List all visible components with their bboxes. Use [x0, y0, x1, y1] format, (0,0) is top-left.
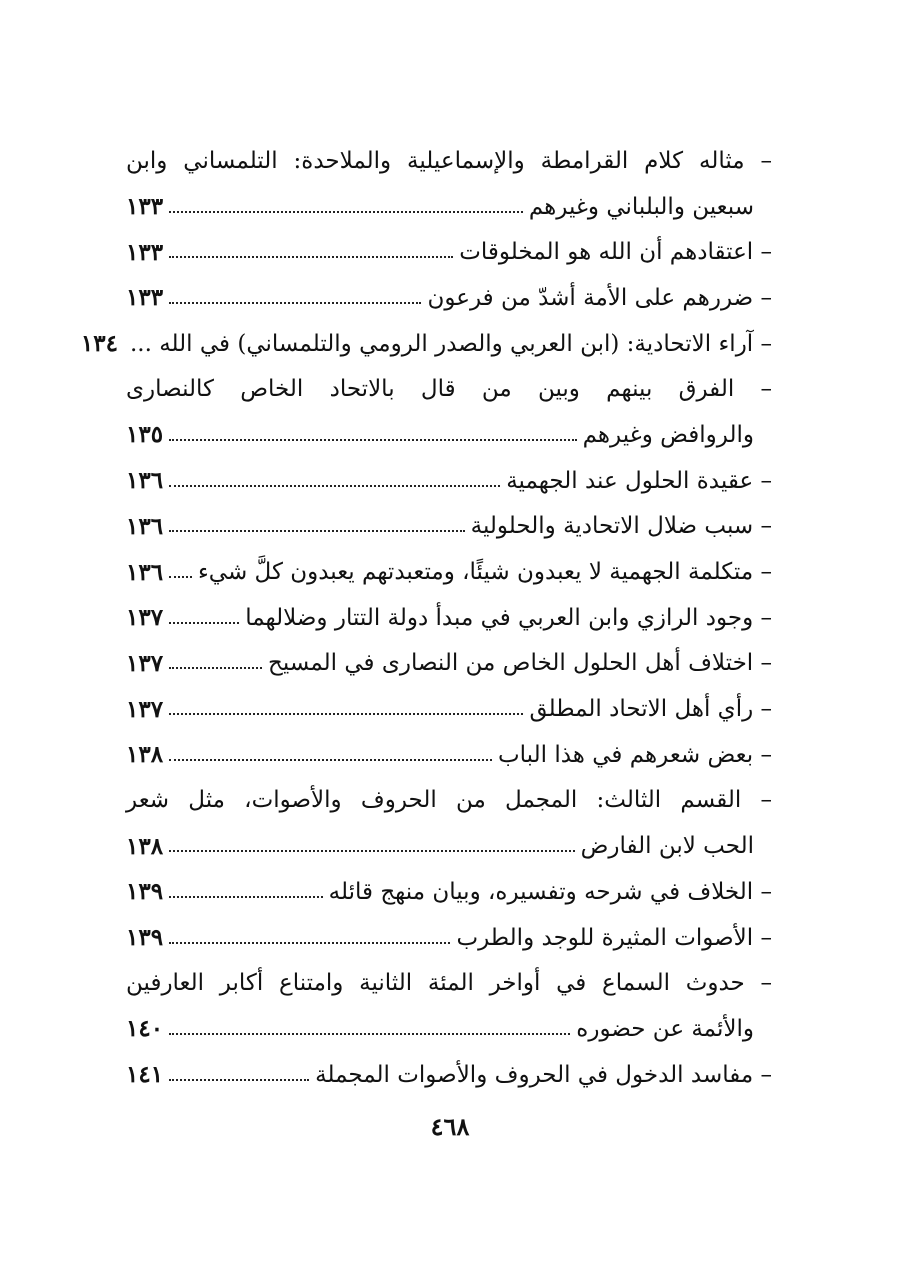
toc-entry-text: – ضررهم على الأمة أشدّ من فرعون — [427, 284, 772, 311]
toc-row — [126, 229, 772, 275]
toc-entry-text: – الخلاف في شرحه وتفسيره، وبيان منهج قائله — [328, 878, 772, 905]
toc-row — [126, 960, 772, 1006]
dot-leader — [169, 942, 450, 944]
toc-page-number: ١٣٧ — [126, 604, 164, 632]
dot-leader — [169, 850, 575, 852]
dot-leader — [169, 713, 523, 715]
toc-row — [126, 366, 772, 412]
toc-entry-text: – متكلمة الجهمية لا يعبدون شيئًا، ومتعبدتهم يعبدون كلَّ شيء — [197, 559, 772, 586]
table-of-contents — [80, 138, 772, 1097]
dot-leader — [169, 896, 323, 898]
toc-page-number: ١٣٨ — [126, 832, 164, 860]
toc-entry-text: – حدوث السماع في أواخر المئة الثانية وامتناع أكابر العارفين — [126, 970, 772, 997]
dot-leader — [169, 530, 465, 532]
toc-entry-text: – وجود الرازي وابن العربي في مبدأ دولة التتار وضلالهما — [245, 604, 772, 631]
dot-leader — [169, 1079, 309, 1081]
toc-page-number: ١٣٣ — [126, 193, 164, 221]
dot-leader — [169, 211, 523, 213]
toc-page-number: ١٣٨ — [126, 741, 164, 769]
toc-page-number: ١٤١ — [126, 1061, 164, 1089]
toc-entry-text: سبعين والبلباني وغيرهم — [528, 193, 754, 220]
toc-page-number: ١٣٣ — [126, 284, 164, 312]
toc-entry-text: – رأي أهل الاتحاد المطلق — [529, 696, 772, 723]
toc-page-number: ١٣٤ — [80, 330, 118, 358]
dot-leader — [169, 302, 421, 304]
toc-entry-text: – القسم الثالث: المجمل من الحروف والأصوات، مثل شعر — [126, 787, 772, 814]
dot-leader — [169, 439, 577, 441]
toc-page-number: ١٣٧ — [126, 695, 164, 723]
toc-row — [126, 732, 772, 778]
toc-entry-text: والروافض وغيرهم — [582, 421, 754, 448]
toc-row — [126, 686, 772, 732]
dot-leader — [169, 1033, 570, 1035]
toc-entry-text: – مفاسد الدخول في الحروف والأصوات المجملة — [315, 1061, 772, 1088]
toc-entry-text: الحب لابن الفارض — [580, 833, 754, 860]
toc-entry-text: – بعض شعرهم في هذا الباب — [498, 741, 772, 768]
toc-row — [126, 778, 772, 824]
toc-page-number: ١٣٦ — [126, 467, 164, 495]
toc-row — [126, 549, 772, 595]
toc-page-number: ١٣٣ — [126, 238, 164, 266]
toc-row — [126, 504, 772, 550]
toc-row — [126, 275, 772, 321]
toc-row — [126, 458, 772, 504]
toc-row — [126, 1006, 772, 1052]
dot-leader — [169, 256, 453, 258]
toc-page-number: ١٣٧ — [126, 649, 164, 677]
toc-entry-text: – مثاله كلام القرامطة والإسماعيلية والملاحدة: التلمساني وابن — [126, 147, 772, 174]
toc-entry-text: – اختلاف أهل الحلول الخاص من النصارى في المسيح — [268, 650, 772, 677]
toc-page-number: ١٣٦ — [126, 512, 164, 540]
toc-row — [126, 412, 772, 458]
toc-entry-text: – سبب ضلال الاتحادية والحلولية — [470, 513, 772, 540]
toc-row — [126, 641, 772, 687]
toc-row — [126, 823, 772, 869]
dot-leader — [169, 576, 192, 578]
toc-entry-text: – الأصوات المثيرة للوجد والطرب — [456, 924, 772, 951]
toc-row — [80, 321, 772, 367]
toc-entry-text: – عقيدة الحلول عند الجهمية — [506, 467, 772, 494]
toc-page-number: ١٣٩ — [126, 878, 164, 906]
dot-leader — [169, 667, 262, 669]
toc-page-number: ١٣٥ — [126, 421, 164, 449]
toc-page-number: ١٣٩ — [126, 924, 164, 952]
toc-row — [126, 1052, 772, 1098]
toc-entry-text: – آراء الاتحادية: (ابن العربي والصدر الرومي والتلمساني) في الله ... — [129, 330, 772, 357]
dot-leader — [169, 485, 500, 487]
toc-row — [126, 869, 772, 915]
toc-row — [126, 138, 772, 184]
dot-leader — [169, 759, 492, 761]
dot-leader — [169, 622, 239, 624]
toc-row — [126, 184, 772, 230]
toc-row — [126, 915, 772, 961]
toc-page-number: ١٣٦ — [126, 558, 164, 586]
page-number: ٤٦٨ — [430, 1112, 470, 1141]
toc-entry-text: – الفرق بينهم وبين من قال بالاتحاد الخاص كالنصارى — [126, 376, 772, 403]
toc-entry-text: والأئمة عن حضوره — [576, 1015, 754, 1042]
toc-entry-text: – اعتقادهم أن الله هو المخلوقات — [459, 239, 772, 266]
toc-page-number: ١٤٠ — [126, 1015, 164, 1043]
toc-row — [126, 595, 772, 641]
